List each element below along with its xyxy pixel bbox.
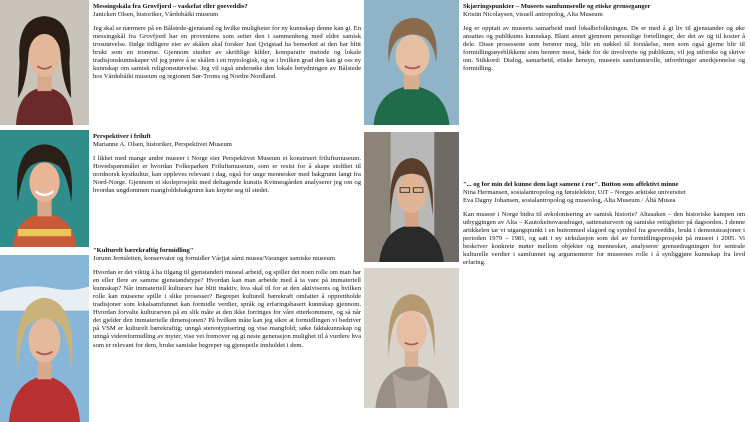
presentation-block bbox=[93, 133, 361, 195]
portrait-photo bbox=[364, 132, 459, 262]
presentation-byline: Jorunn Jernsletten, konservator og formidler Várjjat sámi musea/Varanger samiske museum bbox=[93, 255, 335, 263]
presentation-title: Skjæringspunkter – Museets samfunnsrolle og etiske grenseganger bbox=[463, 3, 651, 10]
presentation-block bbox=[93, 3, 361, 81]
presentation-abstract: Jeg er opptatt av museets samarbeid med lokalbefolkningen. De er med å gi liv til gjenstander og øke ansattes og publikums kunnskap. Blant annet gjennom personlige fortellinger, der det av og til koster å dele. Disse prosessene som berører meg, blir en nøkkel til forståelse, men som også gjerne blir til formidlingsøyeblikkene som berører mest, både for de involverte og publikum, vil jeg utforske og skrive om. Stikkord: Dialog, samarbeid, etiske hensyn, museets samfunnsrolle, utfordringer anerkjennelse og formidling. bbox=[463, 25, 745, 73]
presentation-abstract: Kan museer i Norge bidra til avkolonisering av samisk historie? Altasaken – den historiske kampen om utbyggingen av Alta – Kautokeinovassdraget, sattenaturvern og samiske rettigheter på dagsorden. I denne artikkelen tar vi utgangspunkt i en buttonmed slagord og symbol fra goeveddis, brukt i demonstrasjoner i perioden 1979 – 1981, og satt i ny sirkulasjon som del av formidlingsprosjekt på museet i 2005. Vi beskriver konkrete møter mellom objekter og mennesker, analyserer grensedragningen for sentrale kulturelle verdier i samfunnet og argumenterer for museenes rolle i å synliggjøre kunnskap fra levd erfaring. bbox=[463, 211, 745, 267]
presentation-byline: Nina Hermansen, sosialantropolog og førstelektor, UiT – Norges arktiske universitet Eva Dagny Johansen, sosialantropolog og museolog, Alta Museum / Áltá Musea bbox=[463, 189, 686, 205]
portrait-photo bbox=[0, 255, 89, 422]
presentation-abstract: Jeg skal se nærmere på en Bålstede-gjenstand og hvilke muligheter for ny kunnskap denne kan gi. En messingskål fra Grovfjord har en proveniens som setter den i sammenheng med eldre samisk trosutøvelse. Ifølge tidligere eier av skålen skal forsker Just Qvigstad ha bemerket at den har blitt brukt som en tromme. Gjennom studier av skriftlige kilder, komparativ metode og lokale tradisjonskunnskaper vil jeg prøve å se skålen i en mytologisk, og se i hvilken grad den kan gi oss ny kunnskap om samisk religionsutøvelse. Jeg vil også undersøke den lokale betydningen av Bålstede hos Vårdobáiki museum og regionen Sør-Troms og Nordre Nordland. bbox=[93, 25, 361, 81]
presentation-abstract: I likhet med mange andre museer i Norge eier Perspektivet Museum et konstruert friluftsmuseum. Hovedspørsmålet er hvordan Folkeparken Friluftsmuseum, som er resist for å skape stolthet til nordnorsk kystkultur, kan oppleves relevant i dag, også for unge mennesker med bakgrunn langt fra Nord-Norge. Gjennom et skoleprosjekt med deltagende kunstis Kvitnesgården analyserer jeg om og hvordan ungdommen mangfoldsbakgrunn kan knytte seg til stedet. bbox=[93, 155, 361, 195]
portrait-image-nina bbox=[364, 132, 459, 262]
portrait-photo bbox=[364, 0, 459, 125]
presentation-block bbox=[93, 247, 361, 350]
presentation-title: "Kulturelt bærekraftig formidling" bbox=[93, 247, 194, 254]
portrait-image-janicken bbox=[0, 0, 89, 125]
presentation-abstract: Hvordan er det viktig å ha tilgang til gjenstanderi museal arbeid, og spiller det noen rolle om man har en eller flere av samme gjenstandstype? Hvordan kan man arbeide med å ta vare på immateriell kunnskap? Når immateriell kulturarv har blitt inaktiv, hva skal til for at den aktiviseres og hvilken rolle kan museene spille i slike prosesser? Begrepet kulturell bærekraft omfatter å opprettholde tradisjoner som lokalsamfunnet kan formidle verdier, språk og erfaringsbasert kunnskap gjennom. Hvordan forvalte kulturarven på en slik måte at den ikke forringes for våre etterkommere, og så når det gjelder den immaterielle dimensjonen? På hvilken måte kan jeg sikre at formidlingen vi bedriver på VSM er kulturelt bærekraftig; unngå stereotypisering og vise mangfold; søke faktakunnskap og unngå videreformidling av myter, vise vei fremover og gi neste generasjon mulighet til å vurdere hva som er relevant for dem, bruke samiske begreper og gjenspeile innholdet i dem. bbox=[93, 269, 361, 349]
portrait-photo bbox=[364, 268, 459, 408]
presentation-title: Perspektiver i friluft bbox=[93, 133, 151, 140]
presentation-title: "... og for min del kunne dem lagt samene i ror". Button som affektivt minne bbox=[463, 181, 679, 188]
presentation-block bbox=[463, 3, 745, 73]
portrait-image-jorunn bbox=[0, 255, 89, 422]
portrait-image-kristin bbox=[364, 0, 459, 125]
presentation-title: Messingskåla fra Grovfjord – vaskefat eller goeveddis? bbox=[93, 3, 248, 10]
presentation-byline: Janicken Olsen, historiker, Vårdobáiki museum bbox=[93, 11, 219, 19]
portrait-photo bbox=[0, 130, 89, 247]
presentation-byline: Kristin Nicolaysen, visuell antropolog, Alta Museum bbox=[463, 11, 603, 19]
portrait-image-eva bbox=[364, 268, 459, 408]
presentation-block bbox=[463, 181, 745, 267]
portrait-image-marianne bbox=[0, 130, 89, 247]
presentation-byline: Marianne A. Olsen, historiker, Perspektivet Museum bbox=[93, 141, 232, 149]
portrait-photo bbox=[0, 0, 89, 125]
